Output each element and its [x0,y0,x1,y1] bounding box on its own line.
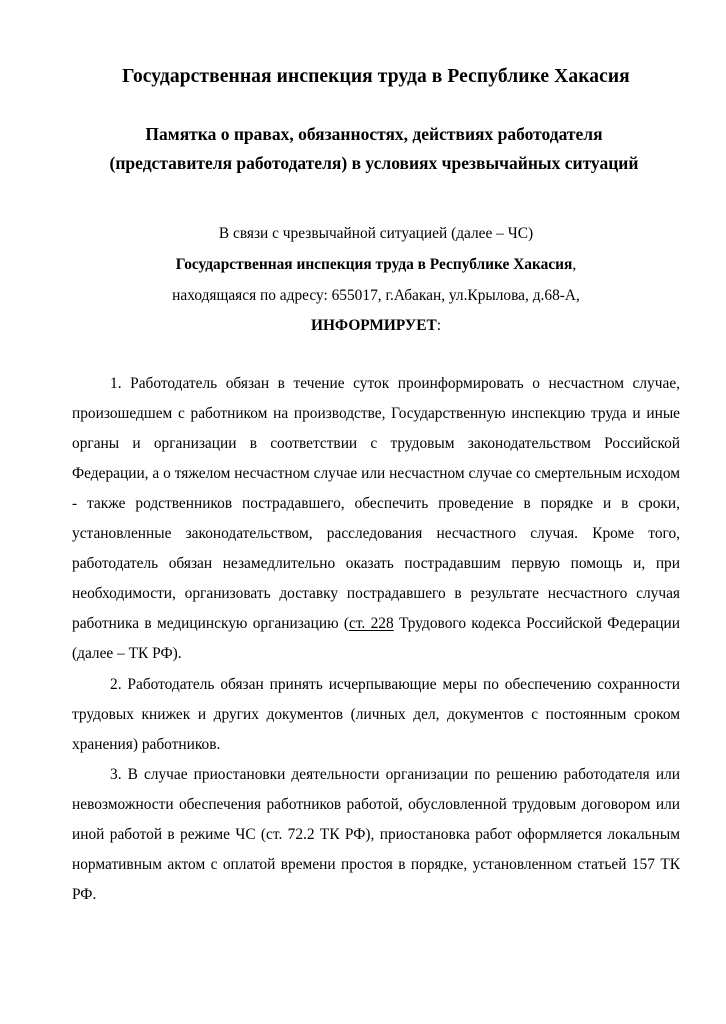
subtitle-line-2: (представителя работодателя) в условиях чрезвычайных ситуаций [109,152,639,173]
document-content [72,0,680,910]
intro-organization-name: Государственная инспекция труда в Республике Хакасия [175,255,573,273]
intro-informs-colon: : [436,317,442,335]
intro-line-context: В связи с чрезвычайной ситуацией (далее – ЧС) [218,224,534,242]
intro-line-organization [72,250,680,281]
paragraph-3-text: В случае приостановки деятельности организации по решению работодателя или невозможности обеспечения работников работой, обусловленной трудовым договором или иной работой в режиме ЧС (ст. 72.2 ТК РФ), приостановка работ оформляется локальным нормативным актом с оплатой времени простоя в порядке, установленном статьей 157 ТК РФ. [72,765,680,903]
page-title: Государственная инспекция труда в Республике Хакасия [122,66,630,87]
law-article-link-228[interactable]: ст. 228 [349,615,394,633]
paragraph-2-text: Работодатель обязан принять исчерпывающие меры по обеспечению сохранности трудовых книжек и других документов (личных дел, документов с постоянным сроком хранения) работников. [72,675,680,753]
paragraph-3 [72,760,680,910]
subtitle-line-1: Памятка о правах, обязанностях, действиях работодателя [145,124,603,145]
paragraph-3-number: 3. [110,765,122,783]
paragraph-2-number: 2. [110,675,122,693]
paragraph-1-text-after-reference: Трудового кодекса Российской Федерации (далее – ТК РФ). [72,615,680,663]
document-subtitle [54,91,694,177]
document-body [72,342,680,910]
intro-line-address: находящаяся по адресу: 655017, г.Абакан, ул.Крылова, д.68-А, [172,286,580,304]
paragraph-2 [72,670,680,760]
paragraph-1 [72,369,680,669]
paragraph-1-number: 1. [110,375,122,393]
paragraph-1-text-before-reference: Работодатель обязан в течение суток проинформировать о несчастном случае, произошедшем с работником на производстве, Государственную инспекцию труда и иные органы и организации в соответствии с трудовым законодательством Российской Федерации, а о тяжелом несчастном случае или несчастном случае со смертельным исходом - также родственников пострадавшего, обеспечить проведение в порядке и в сроки, установленные законодательством, расследования несчастного случая. Кроме того, работодатель обязан незамедлительно оказать пострадавшим первую помощь и, при необходимости, организовать доставку пострадавшего в результате несчастного случая работника в медицинскую организацию ( [72,375,680,633]
intro-block [72,177,680,342]
intro-line-informs [72,311,680,342]
intro-organization-comma: , [572,255,577,273]
intro-informs-word: ИНФОРМИРУЕТ [310,317,437,335]
